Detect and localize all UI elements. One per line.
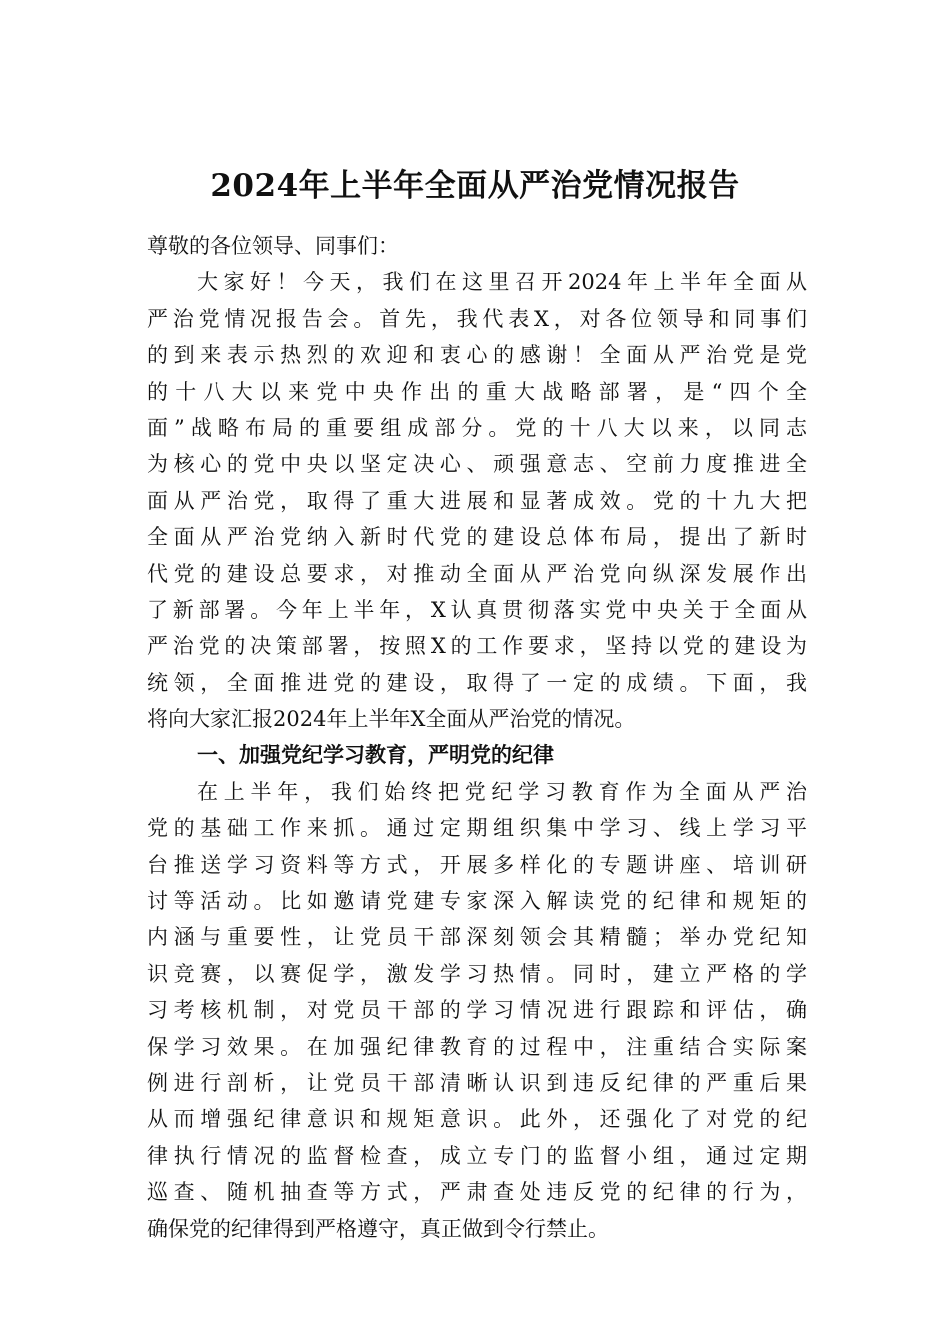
paragraph-line: 确保党的纪律得到严格遵守，真正做到令行禁止。: [147, 1216, 609, 1241]
paragraph-line: 习考核机制，对党员干部的学习情况进行跟踪和评估，确: [147, 998, 807, 1023]
paragraph-line: 律执行情况的监督检查，成立专门的监督小组，通过定期: [147, 1143, 807, 1168]
section-paragraph: [147, 774, 807, 1247]
intro-paragraph: [147, 264, 807, 737]
document-body: [147, 228, 807, 1247]
paragraph-line: 将向大家汇报2024年上半年X全面从严治党的情况。: [147, 707, 636, 732]
paragraph-line: 为核心的党中央以坚定决心、顽强意志、空前力度推进全: [147, 452, 807, 477]
paragraph-line: 严治党的决策部署，按照X的工作要求，坚持以党的建设为: [147, 634, 807, 659]
paragraph-line: 例进行剖析，让党员干部清晰认识到违反纪律的严重后果: [147, 1070, 807, 1095]
document-title: 2024年上半年全面从严治党情况报告: [210, 168, 740, 204]
paragraph-line: 在上半年，我们始终把党纪学习教育作为全面从严治: [197, 779, 807, 804]
paragraph-line: 全面从严治党纳入新时代党的建设总体布局，提出了新时: [147, 525, 807, 550]
paragraph-line: 台推送学习资料等方式，开展多样化的专题讲座、培训研: [147, 852, 807, 877]
paragraph-line: 讨等活动。比如邀请党建专家深入解读党的纪律和规矩的: [147, 889, 807, 914]
paragraph-line: 面”战略布局的重要组成部分。党的十八大以来，以同志: [147, 415, 807, 440]
paragraph-line: 严治党情况报告会。首先，我代表X，对各位领导和同事们: [147, 306, 807, 331]
paragraph-line: 代党的建设总要求，对推动全面从严治党向纵深发展作出: [147, 561, 807, 586]
paragraph-line: 保学习效果。在加强纪律教育的过程中，注重结合实际案: [147, 1034, 807, 1059]
paragraph-line: 大家好！今天，我们在这里召开2024年上半年全面从: [197, 270, 807, 295]
paragraph-line: 从而增强纪律意识和规矩意识。此外，还强化了对党的纪: [147, 1107, 807, 1132]
section-heading: 一、加强党纪学习教育，严明党的纪律: [197, 743, 554, 768]
paragraph-line: 了新部署。今年上半年，X认真贯彻落实党中央关于全面从: [147, 597, 807, 622]
paragraph-line: 巡查、随机抽查等方式，严肃查处违反党的纪律的行为，: [147, 1180, 807, 1205]
salutation: 尊敬的各位领导、同事们：: [147, 234, 399, 258]
paragraph-line: 的十八大以来党中央作出的重大战略部署，是“四个全: [147, 379, 807, 404]
paragraph-line: 识竞赛，以赛促学，激发学习热情。同时，建立严格的学: [147, 961, 807, 986]
paragraph-line: 内涵与重要性，让党员干部深刻领会其精髓；举办党纪知: [147, 925, 807, 950]
paragraph-line: 面从严治党，取得了重大进展和显著成效。党的十九大把: [147, 488, 807, 513]
paragraph-line: 的到来表示热烈的欢迎和衷心的感谢！全面从严治党是党: [147, 343, 807, 368]
paragraph-line: 党的基础工作来抓。通过定期组织集中学习、线上学习平: [147, 816, 807, 841]
paragraph-line: 统领，全面推进党的建设，取得了一定的成绩。下面，我: [147, 670, 807, 695]
